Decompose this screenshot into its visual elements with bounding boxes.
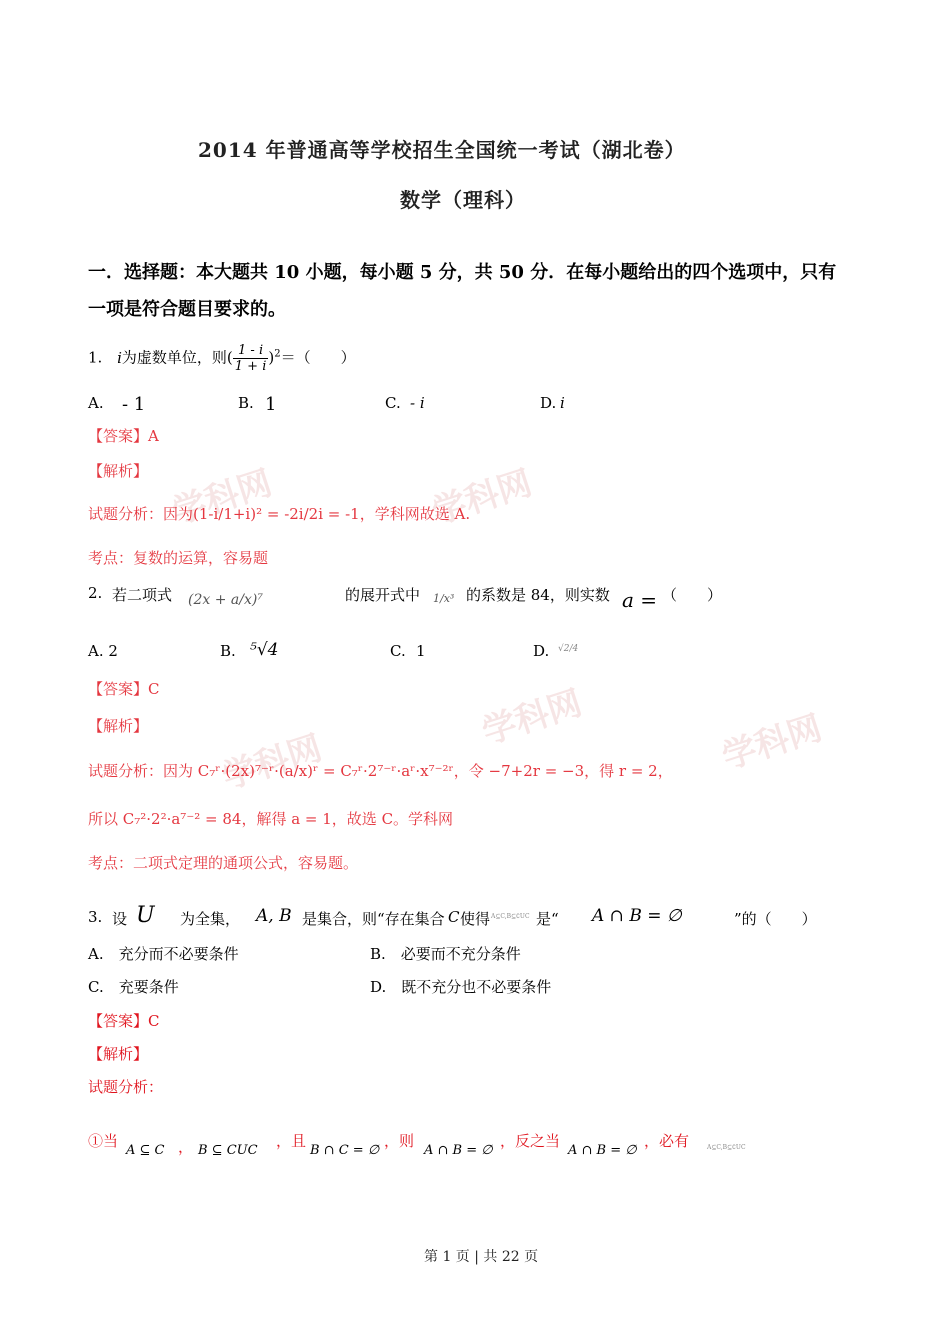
q2-option-a: A. 2	[88, 642, 118, 660]
q3-option-d: D. 既不充分也不必要条件	[370, 978, 552, 996]
q3-line1-b: ，且	[276, 1132, 307, 1150]
section-heading-line1: 一．选择题：本大题共 10 小题，每小题 5 分，共 50 分．在每小题给出的四个选项中，只有	[88, 262, 837, 283]
q1-option-b-label: B.	[238, 394, 254, 412]
q2-text-b: 的展开式中	[345, 586, 421, 604]
q2-binomial: (2x + a/x)⁷	[188, 592, 263, 608]
q2-option-c-value: 1	[416, 642, 426, 660]
q1-number: 1.	[88, 348, 103, 367]
q1-option-d-label: D.	[540, 394, 557, 412]
q1-tail: ＝（ ）	[280, 348, 356, 367]
q3-number: 3.	[88, 908, 103, 926]
q2-term: 1/x³	[433, 592, 455, 605]
q2-analysis-line1: 试题分析：因为 C₇ʳ·(2x)⁷⁻ʳ·(a/x)ʳ = C₇ʳ·2⁷⁻ʳ·aʳ·x⁷⁻²ʳ，令 −7+2r = −3，得 r = 2，	[88, 762, 673, 780]
q3-var-ab: A, B	[256, 906, 292, 926]
q1-point: 考点：复数的运算，容易题	[88, 549, 269, 567]
watermark: 学科网	[427, 463, 537, 533]
watermark: 学科网	[477, 683, 587, 753]
q3-answer: 【答案】C	[88, 1012, 160, 1030]
q2-option-b-label: B.	[220, 642, 236, 660]
watermark: 学科网	[167, 463, 277, 533]
q3-line1-m1: A ⊆ C	[126, 1143, 165, 1158]
q1-fraction: $\frac{1 - i}{1 + i}$	[234, 343, 267, 374]
page-title: 2014 年普通高等学校招生全国统一考试（湖北卷）	[198, 138, 686, 162]
q2-option-c-label: C.	[390, 642, 406, 660]
q1-var-i: i	[117, 348, 122, 367]
q1-analysis: 试题分析：因为(1-i/1+i)² = -2i/2i = -1，学科网故选 A.	[88, 505, 471, 523]
q3-text-c: 是集合，则“存在集合	[302, 910, 445, 928]
q3-analysis: 试题分析：	[88, 1078, 164, 1096]
q2-number: 2.	[88, 584, 103, 602]
q3-line1-small: A⊆C,B⊆∁UC	[707, 1144, 746, 1151]
q3-line1-m5: A ∩ B = ∅	[568, 1143, 637, 1158]
q3-line1-m3: B ∩ C = ∅	[310, 1143, 380, 1158]
q3-line1-comma: ，	[178, 1138, 194, 1156]
q2-tail: （ ）	[662, 586, 723, 604]
q3-option-c: C. 充要条件	[88, 978, 179, 996]
q2-point: 考点：二项式定理的通项公式，容易题。	[88, 854, 359, 872]
watermark: 学科网	[217, 728, 327, 798]
q1-text: 为虚数单位，则	[121, 348, 227, 367]
q3-text-e: 是“	[536, 910, 559, 928]
q1-option-a-value: - 1	[122, 394, 146, 415]
q3-line1-d: ，反之当	[500, 1132, 561, 1150]
q2-var-a: a =	[622, 588, 658, 612]
q1-answer: 【答案】A	[88, 427, 159, 445]
q1-option-b-value: 1	[265, 394, 277, 415]
q3-line1-m4: A ∩ B = ∅	[424, 1143, 493, 1158]
q2-answer: 【答案】C	[88, 680, 160, 698]
q2-analysis-line2: 所以 C₇²·2²·a⁷⁻² = 84，解得 a = 1，故选 C。学科网	[88, 810, 454, 828]
q1-option-c-label: C.	[385, 394, 401, 412]
q1-option-d-value: i	[560, 394, 565, 412]
q2-option-d-label: D.	[533, 642, 550, 660]
q1-analysis-label: 【解析】	[88, 462, 149, 480]
q3-line1-c: ，则	[384, 1132, 415, 1150]
q2-text-a: 若二项式	[112, 586, 173, 604]
q3-condition: A ∩ B = ∅	[592, 906, 682, 926]
q1-option-c-value: - i	[410, 394, 425, 412]
q3-text-b: 为全集，	[180, 910, 241, 928]
q3-var-u: U	[136, 903, 155, 928]
question-1: 1. i为虚数单位，则( $\frac{1 - i}{1 + i}$ )$^2$＝（ ）	[88, 343, 356, 374]
q3-analysis-label: 【解析】	[88, 1045, 149, 1063]
q2-option-b-value: ⁵√4	[250, 640, 279, 660]
q3-option-a: A. 充分而不必要条件	[88, 945, 239, 963]
q2-text-c: 的系数是 84，则实数	[466, 586, 610, 604]
q3-tail: ”的（ ）	[734, 910, 817, 928]
q3-line1-a: ①当	[88, 1132, 119, 1150]
q3-text-a: 设	[112, 910, 128, 928]
page-subtitle: 数学（理科）	[400, 188, 526, 212]
page-footer: 第 1 页 | 共 22 页	[424, 1249, 539, 1265]
q3-var-c: C	[448, 908, 460, 926]
q2-option-d-value: √2/4	[558, 644, 579, 654]
q3-option-b: B. 必要而不充分条件	[370, 945, 521, 963]
q3-line1-e: ，必有	[644, 1132, 690, 1150]
section-heading-line2: 一项是符合题目要求的。	[88, 299, 286, 320]
watermark: 学科网	[717, 708, 827, 778]
q2-analysis-label: 【解析】	[88, 717, 149, 735]
q3-line1-m2: B ⊆ CUC	[198, 1143, 258, 1158]
q1-option-a-label: A.	[88, 394, 104, 412]
q3-small-formula: A⊆C,B⊆∁UC	[491, 913, 530, 920]
q3-text-d: 使得	[460, 910, 491, 928]
